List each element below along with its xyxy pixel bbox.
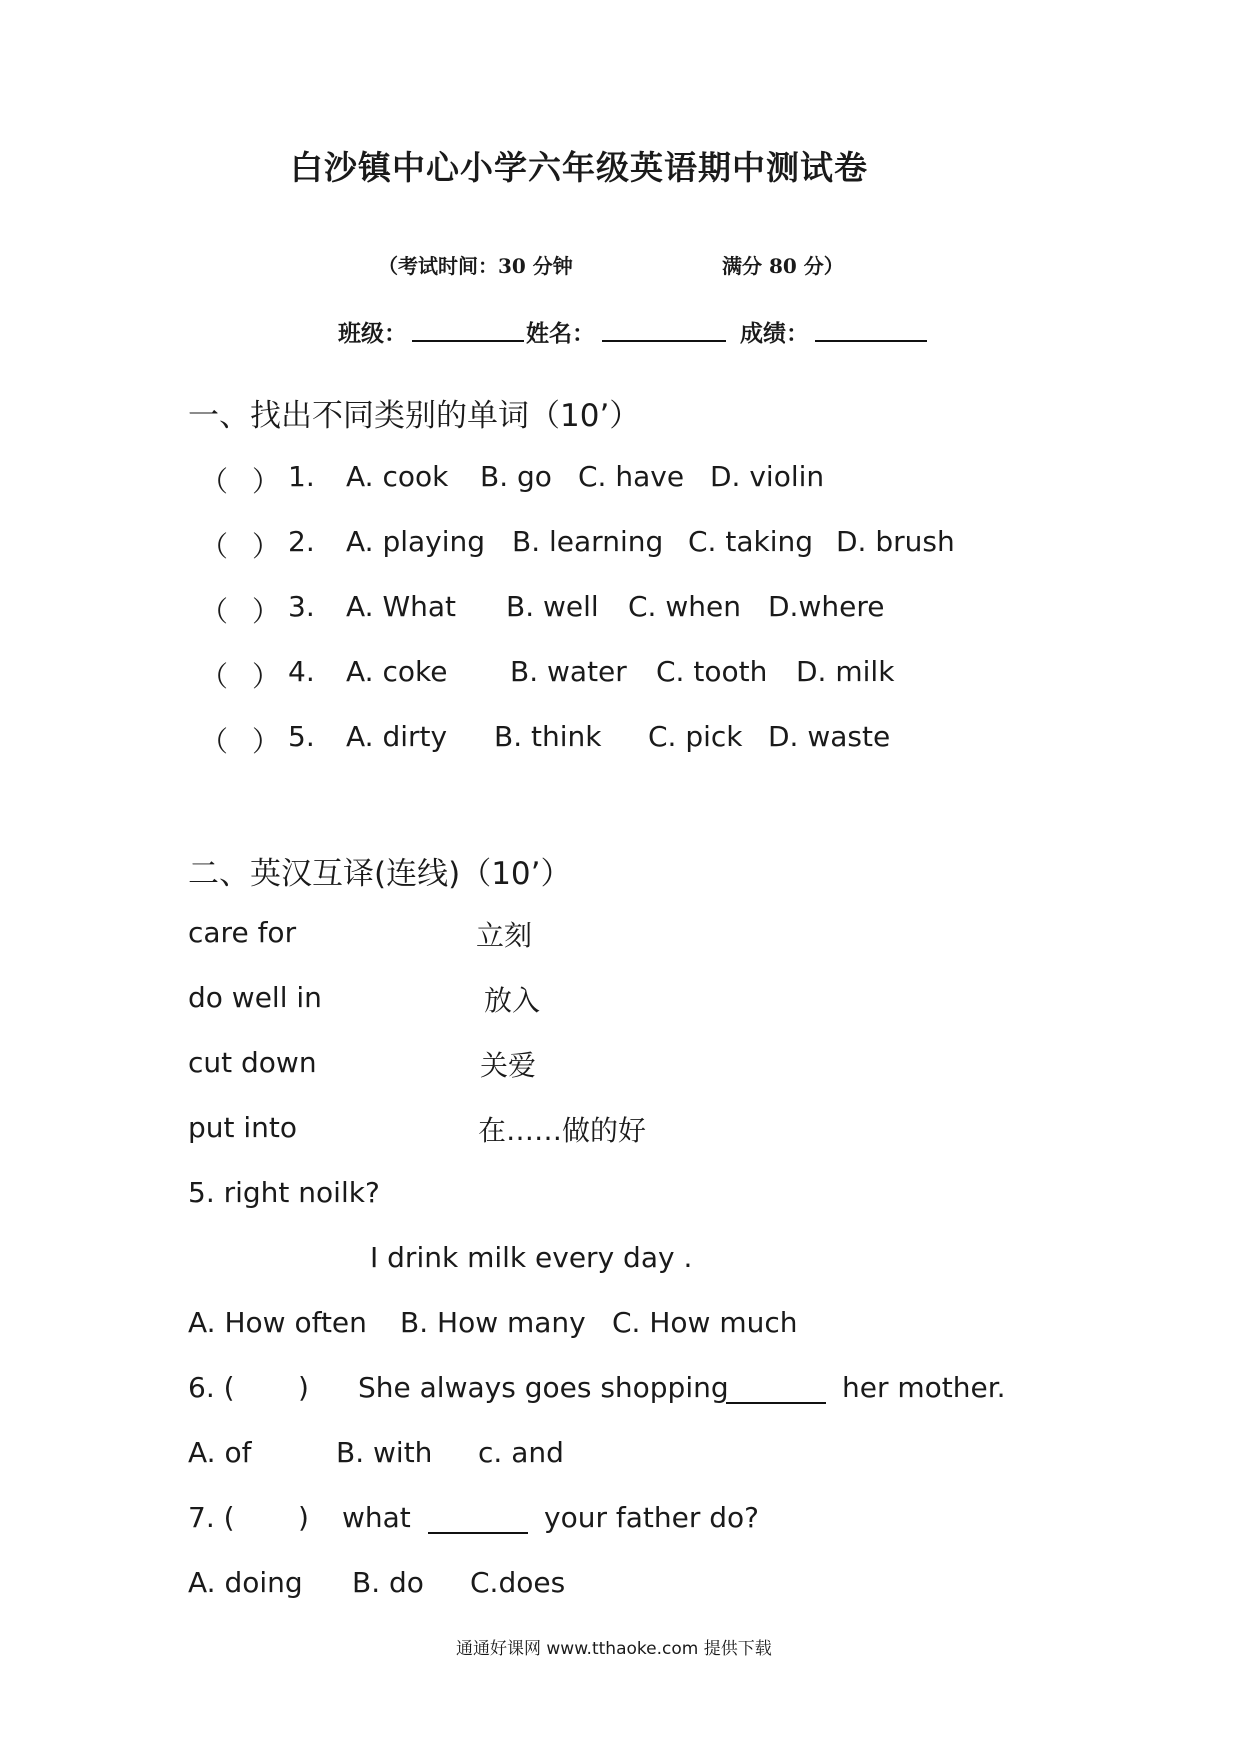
option-a: A. How often (188, 1306, 367, 1339)
question-number: 7. ( (188, 1501, 235, 1534)
option-a: A. of (188, 1436, 252, 1469)
answer-paren-close: ） (252, 465, 281, 498)
chinese-meaning: 关爱 (480, 1049, 537, 1082)
answer-blank[interactable] (428, 1506, 528, 1534)
question-text: what (342, 1501, 411, 1534)
class-label: 班级： (338, 320, 407, 347)
question-number: 3. (288, 590, 315, 623)
question-number: 5. (288, 720, 315, 753)
page-title: 白沙镇中心小学六年级英语期中测试卷 (290, 148, 868, 187)
option-d: D. brush (836, 525, 955, 558)
answer-paren-close: ） (252, 725, 281, 758)
option-a: A. playing (346, 525, 486, 558)
score-blank[interactable] (815, 318, 927, 342)
question-number: 6. ( (188, 1371, 235, 1404)
question-stem: 5. right noilk? (188, 1176, 380, 1209)
question-number: 4. (288, 655, 315, 688)
option-b: B. How many (400, 1306, 586, 1339)
option-a: A. doing (188, 1566, 303, 1599)
option-a: A. What (346, 590, 457, 623)
answer-paren-open: （ (200, 530, 229, 563)
answer-paren-close: ） (252, 660, 281, 693)
question-paren-close: ) (298, 1371, 309, 1404)
question-text: She always goes shopping (358, 1371, 729, 1404)
footer-text: 通通好课网 www.tthaoke.com 提供下载 (456, 1639, 772, 1659)
option-d: D. milk (796, 655, 895, 688)
name-blank[interactable] (602, 318, 726, 342)
name-label: 姓名： (526, 320, 595, 347)
english-phrase: care for (188, 916, 297, 949)
answer-blank[interactable] (726, 1376, 826, 1404)
chinese-meaning: 在……做的好 (478, 1114, 647, 1147)
question-text-end: her mother. (842, 1371, 1006, 1404)
english-phrase: cut down (188, 1046, 317, 1079)
chinese-meaning: 立刻 (476, 919, 533, 952)
option-c: C. when (628, 590, 741, 623)
question-number: 2. (288, 525, 315, 558)
option-b: B. think (494, 720, 602, 753)
option-c: C. pick (648, 720, 743, 753)
question-text-end: your father do? (544, 1501, 760, 1534)
option-a: A. cook (346, 460, 449, 493)
answer-paren-open: （ (200, 465, 229, 498)
answer-paren-open: （ (200, 595, 229, 628)
option-c: C.does (470, 1566, 566, 1599)
option-b: B. with (336, 1436, 433, 1469)
option-d: D. violin (710, 460, 825, 493)
score-label: 成绩： (740, 320, 809, 347)
answer-paren-open: （ (200, 660, 229, 693)
section1-heading: 一、找出不同类别的单词（10’） (188, 398, 641, 434)
chinese-meaning: 放入 (484, 984, 541, 1017)
question-number: 1. (288, 460, 315, 493)
question-paren-close: ) (298, 1501, 309, 1534)
option-b: B. well (506, 590, 599, 623)
option-c: C. have (578, 460, 685, 493)
answer-paren-open: （ (200, 725, 229, 758)
option-c: C. How much (612, 1306, 798, 1339)
option-d: D.where (768, 590, 885, 623)
option-c: c. and (478, 1436, 564, 1469)
option-b: B. water (510, 655, 627, 688)
option-a: A. dirty (346, 720, 448, 753)
option-b: B. do (352, 1566, 424, 1599)
option-b: B. learning (512, 525, 664, 558)
exam-time: （考试时间：30 分钟 (378, 254, 573, 278)
section2-heading: 二、英汉互译(连线)（10’） (188, 856, 572, 892)
option-d: D. waste (768, 720, 891, 753)
english-phrase: put into (188, 1111, 298, 1144)
answer-paren-close: ） (252, 595, 281, 628)
english-phrase: do well in (188, 981, 322, 1014)
class-blank[interactable] (412, 318, 524, 342)
answer-sentence: I drink milk every day . (370, 1241, 693, 1274)
option-a: A. coke (346, 655, 448, 688)
full-score: 满分 80 分） (722, 254, 844, 278)
option-b: B. go (480, 460, 552, 493)
option-c: C. tooth (656, 655, 768, 688)
option-c: C. taking (688, 525, 814, 558)
answer-paren-close: ） (252, 530, 281, 563)
